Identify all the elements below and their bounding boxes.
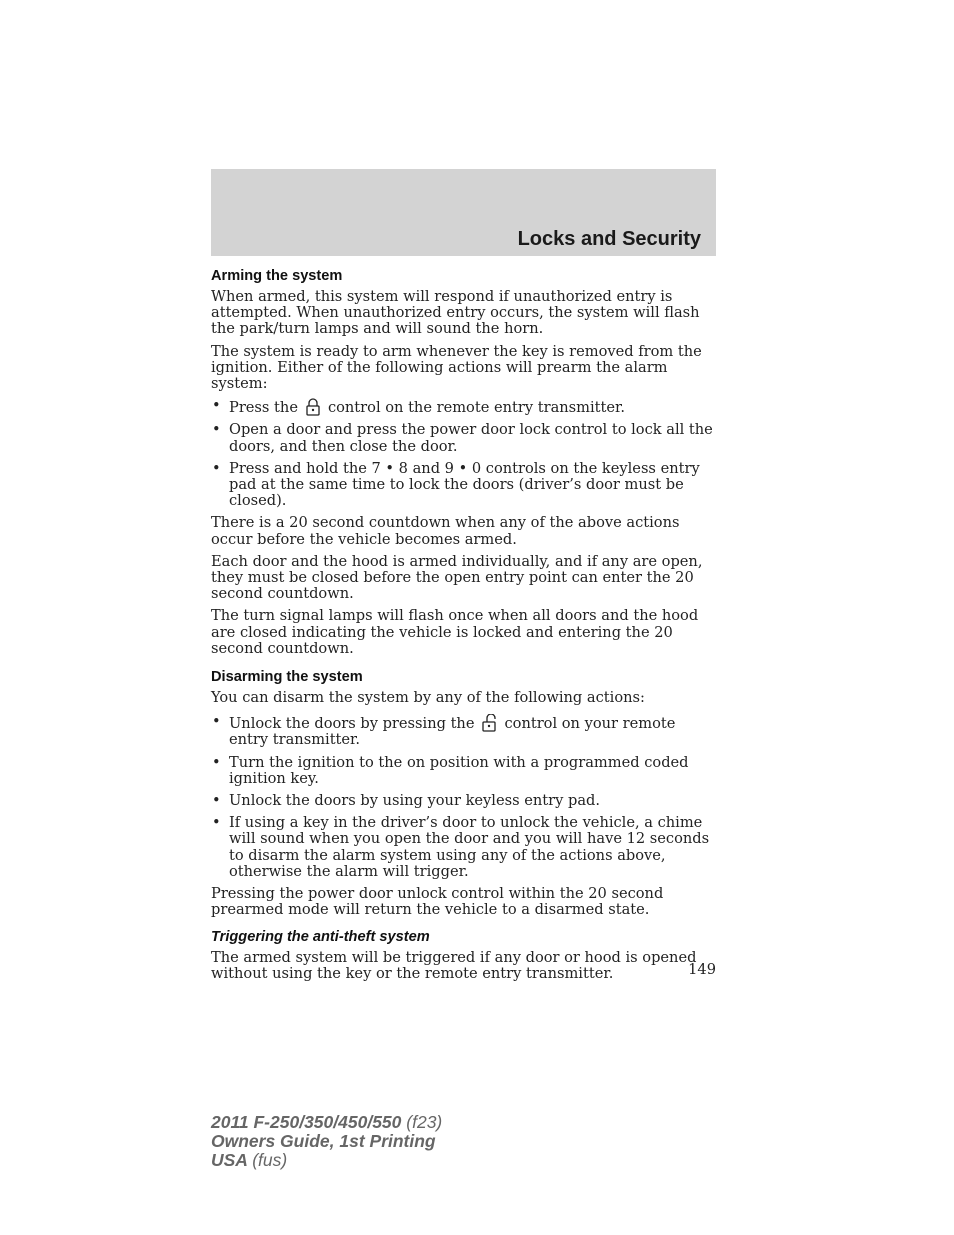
bullet: • bbox=[212, 753, 221, 771]
bullet: • bbox=[212, 814, 221, 832]
page-content bbox=[211, 268, 716, 988]
list-item-text: Unlock the doors by pressing the bbox=[229, 715, 475, 733]
lock-closed-icon bbox=[302, 398, 324, 416]
footer-line bbox=[211, 1113, 442, 1132]
list-item-text: Unlock the doors by using your keyless entry pad. bbox=[229, 792, 601, 810]
document-footer bbox=[211, 1113, 442, 1170]
page-number: 149 bbox=[688, 961, 716, 978]
paragraph: You can disarm the system by any of the following actions: bbox=[211, 689, 645, 707]
list-item-text: control on the remote entry transmitter. bbox=[327, 399, 626, 417]
arming-list bbox=[211, 398, 716, 509]
lock-open-icon bbox=[478, 714, 500, 732]
footer-market: USA bbox=[211, 1150, 248, 1170]
heading-disarming: Disarming the system bbox=[211, 669, 363, 686]
list-item-text: Turn the ignition to the on position with a programmed coded ignition key. bbox=[229, 753, 689, 787]
list-item bbox=[211, 793, 716, 809]
footer-model: 2011 F-250/350/450/550 bbox=[211, 1112, 402, 1132]
heading-arming: Arming the system bbox=[211, 268, 343, 284]
paragraph: Each door and the hood is armed individually, and if any are open, they must be closed before the open entry point can enter the 20 second countdown. bbox=[211, 552, 703, 603]
bullet: • bbox=[212, 792, 221, 810]
list-item bbox=[211, 461, 716, 510]
footer-line: Owners Guide, 1st Printing bbox=[211, 1131, 436, 1151]
paragraph: There is a 20 second countdown when any of the above actions occur before the vehicle becomes armed. bbox=[211, 514, 680, 548]
list-item-text: Press and hold the 7 • 8 and 9 • 0 controls on the keyless entry pad at the same time to lock the doors (driver’s door must be closed). bbox=[229, 459, 700, 510]
paragraph: The system is ready to arm whenever the key is removed from the ignition. Either of the following actions will prearm the alarm system: bbox=[211, 342, 702, 393]
paragraph: When armed, this system will respond if unauthorized entry is attempted. When unauthorized entry occurs, the system will flash the park/turn lamps and will sound the horn. bbox=[211, 288, 700, 338]
list-item bbox=[211, 398, 716, 416]
list-item-text: If using a key in the driver’s door to unlock the vehicle, a chime will sound when you open the door and you will have 12 seconds to disarm the alarm system using any of the actions above, otherwise the alarm will trigger. bbox=[229, 814, 710, 880]
list-item bbox=[211, 815, 716, 880]
section-title: Locks and Security bbox=[517, 228, 701, 250]
paragraph: Pressing the power door unlock control within the 20 second prearmed mode will return the vehicle to a disarmed state. bbox=[211, 885, 664, 919]
bullet: • bbox=[212, 713, 221, 731]
list-item bbox=[211, 422, 716, 454]
bullet: • bbox=[212, 459, 221, 477]
bullet: • bbox=[212, 421, 221, 439]
list-item-text: Open a door and press the power door lock control to lock all the doors, and then close the door. bbox=[229, 421, 713, 455]
heading-triggering: Triggering the anti-theft system bbox=[211, 928, 430, 945]
list-item bbox=[211, 714, 716, 748]
bullet: • bbox=[212, 397, 221, 415]
section-header-band bbox=[211, 169, 716, 256]
paragraph: The armed system will be triggered if any door or hood is opened without using the key or the remote entry transmitter. bbox=[211, 948, 697, 982]
footer-market-code: (fus) bbox=[252, 1150, 288, 1170]
list-item bbox=[211, 755, 716, 787]
paragraph: The turn signal lamps will flash once when all doors and the hood are closed indicating the vehicle is locked and entering the 20 second countdown. bbox=[211, 607, 699, 657]
list-item-text: Press the bbox=[229, 399, 298, 417]
footer-code: (f23) bbox=[406, 1112, 443, 1132]
list-item-text: control on your remote entry transmitter. bbox=[229, 715, 676, 749]
disarming-list bbox=[211, 714, 716, 880]
footer-line bbox=[211, 1151, 442, 1170]
